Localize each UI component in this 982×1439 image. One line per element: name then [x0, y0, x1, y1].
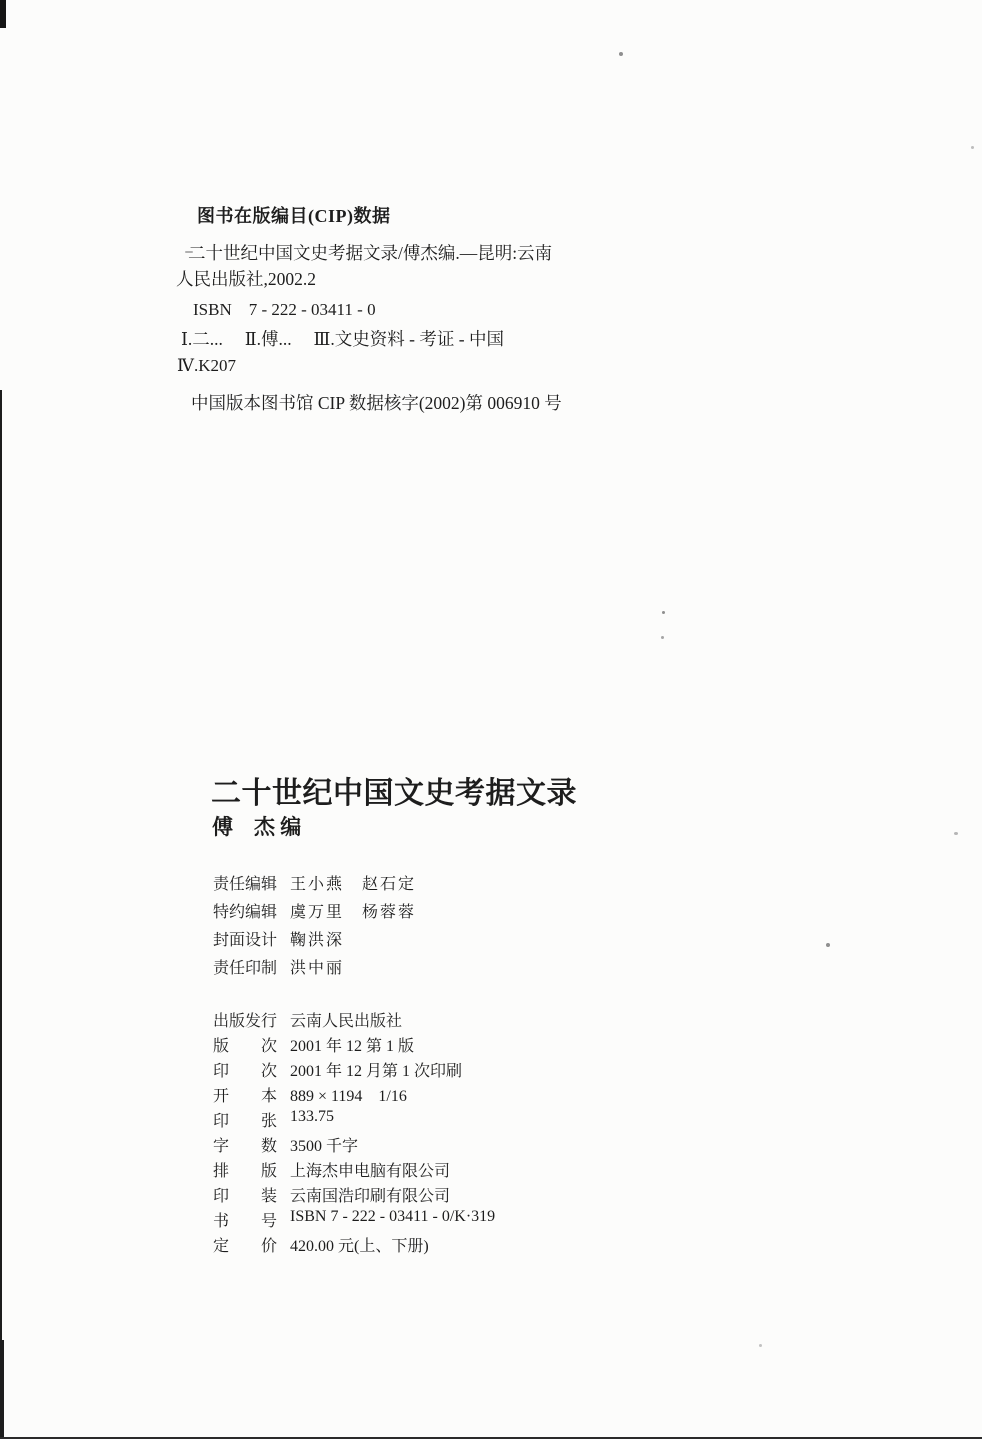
credit-label: 责任印制: [213, 960, 278, 977]
credit-value: 王小燕 赵石定: [290, 876, 417, 893]
publication-value: 3500 千字: [290, 1138, 359, 1155]
publication-label: 开 本: [213, 1088, 278, 1105]
scan-left-edge-strip: [0, 1340, 4, 1439]
scan-corner-mark: [0, 0, 6, 28]
cip-classification-line2: Ⅳ.K207: [177, 356, 237, 375]
publication-value: 2001 年 12 第 1 版: [290, 1038, 415, 1055]
publication-label: 排 版: [213, 1163, 278, 1180]
cip-heading: 图书在版编目(CIP)数据: [197, 206, 391, 226]
book-title: 二十世纪中国文史考据文录: [211, 777, 577, 810]
publication-row: [213, 1108, 334, 1133]
publication-row: [213, 1233, 429, 1258]
publication-row: [213, 1008, 403, 1033]
publication-label: 版 次: [213, 1038, 278, 1055]
scan-speck: [661, 636, 664, 639]
publication-value: 133.75: [290, 1108, 334, 1125]
scan-speck: [826, 943, 830, 947]
credit-value: 洪中丽: [290, 960, 345, 977]
publication-row: [213, 1083, 407, 1108]
publication-row: [213, 1158, 451, 1183]
credit-row: [213, 899, 417, 927]
publication-value: 2001 年 12 月第 1 次印刷: [290, 1063, 463, 1080]
credit-value: 鞠洪深: [290, 932, 345, 949]
scan-speck: [971, 146, 974, 149]
publication-label: 书 号: [213, 1213, 278, 1230]
publication-value: 889 × 1194 1/16: [290, 1088, 407, 1105]
book-editor: 傅 杰 编: [212, 815, 302, 839]
scan-speck: [954, 832, 958, 835]
cip-isbn: ISBN 7 - 222 - 03411 - 0: [193, 300, 376, 319]
publication-label: 印 装: [213, 1188, 278, 1205]
publication-row: [213, 1208, 496, 1233]
credit-row: [213, 955, 345, 983]
scan-speck: [619, 52, 623, 56]
cip-record-number: 中国版本图书馆 CIP 数据核字(2002)第 006910 号: [191, 393, 562, 413]
publication-label: 印 次: [213, 1063, 278, 1080]
credit-row: [213, 927, 345, 955]
publication-value: 上海杰申电脑有限公司: [290, 1163, 451, 1180]
publication-row: [213, 1133, 359, 1158]
publication-value: 云南人民出版社: [290, 1013, 403, 1030]
publication-label: 字 数: [213, 1138, 278, 1155]
publication-value: 420.00 元(上、下册): [290, 1238, 429, 1255]
publication-row: [213, 1183, 451, 1208]
scan-speck: [759, 1344, 762, 1347]
publication-value: 云南国浩印刷有限公司: [290, 1188, 451, 1205]
publication-info-block: [213, 1008, 496, 1258]
credit-label: 责任编辑: [213, 876, 278, 893]
scan-speck: [662, 611, 665, 614]
credit-row: [213, 871, 417, 899]
scan-left-edge-line: [0, 390, 2, 1439]
credit-label: 特约编辑: [213, 904, 278, 921]
cip-entry-line2: 人民出版社,2002.2: [176, 269, 316, 289]
publication-row: [213, 1058, 463, 1083]
credit-label: 封面设计: [213, 932, 278, 949]
cip-classification-line1: Ⅰ.二... Ⅱ.傅... Ⅲ.文史资料 - 考证 - 中国: [181, 329, 504, 349]
publication-value: ISBN 7 - 222 - 03411 - 0/K·319: [290, 1208, 496, 1225]
publication-row: [213, 1033, 415, 1058]
credit-value: 虞万里 杨蓉蓉: [290, 904, 417, 921]
cip-entry-line1: 二十世纪中国文史考据文录/傅杰编.—昆明:云南: [188, 243, 553, 263]
publication-label: 出版发行: [213, 1013, 278, 1030]
publication-label: 印 张: [213, 1113, 278, 1130]
credits-block: [213, 871, 417, 983]
publication-label: 定 价: [213, 1238, 278, 1255]
